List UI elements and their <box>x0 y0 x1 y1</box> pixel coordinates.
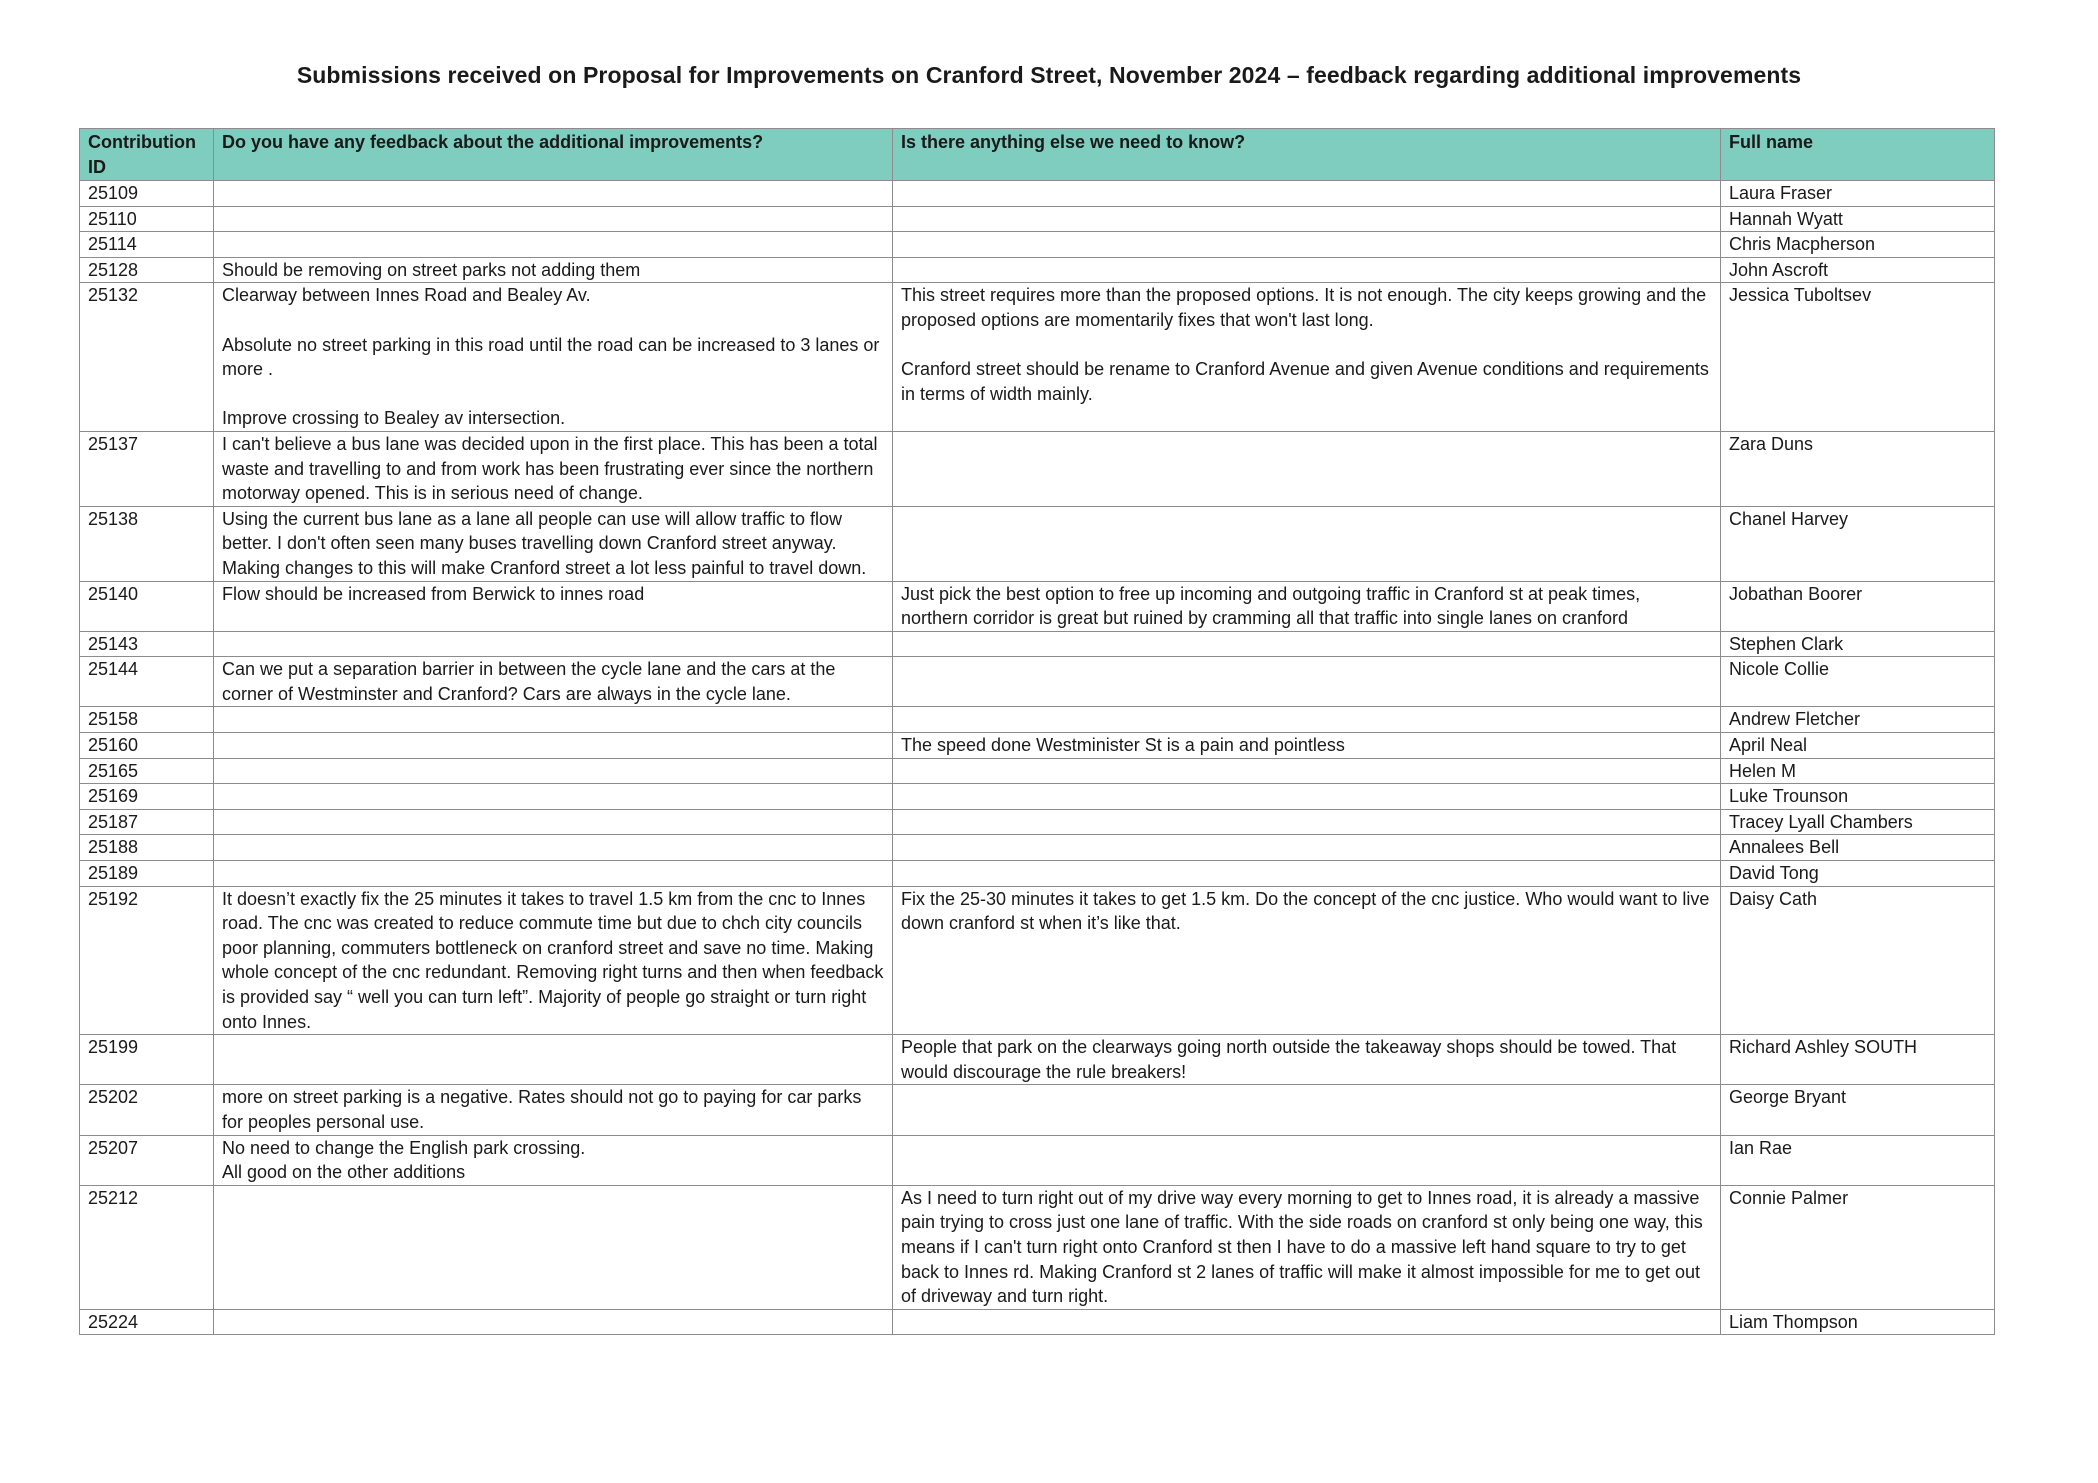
table-row <box>80 631 1995 657</box>
cell-full-name: George Bryant <box>1721 1085 1995 1135</box>
cell-contribution-id: 25188 <box>80 835 214 861</box>
cell-contribution-id: 25138 <box>80 506 214 581</box>
table-row <box>80 1185 1995 1309</box>
table-row <box>80 861 1995 887</box>
cell-feedback <box>214 1185 893 1309</box>
cell-contribution-id: 25128 <box>80 257 214 283</box>
column-header-anything-else: Is there anything else we need to know? <box>893 129 1721 181</box>
cell-contribution-id: 25187 <box>80 809 214 835</box>
cell-anything-else <box>893 206 1721 232</box>
cell-feedback: No need to change the English park crossing. All good on the other additions <box>214 1135 893 1185</box>
cell-full-name: Helen M <box>1721 758 1995 784</box>
cell-full-name: Jobathan Boorer <box>1721 581 1995 631</box>
table-row <box>80 784 1995 810</box>
cell-feedback: It doesn’t exactly fix the 25 minutes it takes to travel 1.5 km from the cnc to Innes road. The cnc was created to reduce commute time but due to chch city councils poor planning, commuters bottleneck on cranford street and save no time. Making whole concept of the cnc redundant. Removing right turns and then when feedback is provided say “ well you can turn left”. Majority of people go straight or turn right onto Innes. <box>214 886 893 1035</box>
table-row <box>80 581 1995 631</box>
cell-contribution-id: 25137 <box>80 431 214 506</box>
cell-feedback <box>214 1309 893 1335</box>
table-header-row <box>80 129 1995 181</box>
cell-anything-else <box>893 181 1721 207</box>
cell-feedback <box>214 631 893 657</box>
cell-feedback <box>214 733 893 759</box>
table-row <box>80 1135 1995 1185</box>
page-title: Submissions received on Proposal for Improvements on Cranford Street, November 2024 – feedback regarding additional improvements <box>296 62 1802 88</box>
cell-anything-else <box>893 1309 1721 1335</box>
submissions-table <box>79 128 1995 1335</box>
cell-anything-else <box>893 1085 1721 1135</box>
table-row <box>80 283 1995 432</box>
cell-full-name: April Neal <box>1721 733 1995 759</box>
table-row <box>80 206 1995 232</box>
table-row <box>80 886 1995 1035</box>
cell-anything-else <box>893 631 1721 657</box>
table-row <box>80 657 1995 707</box>
cell-feedback <box>214 206 893 232</box>
table-row <box>80 181 1995 207</box>
cell-contribution-id: 25192 <box>80 886 214 1035</box>
table-row <box>80 707 1995 733</box>
cell-full-name: Daisy Cath <box>1721 886 1995 1035</box>
cell-contribution-id: 25158 <box>80 707 214 733</box>
cell-anything-else <box>893 758 1721 784</box>
table-row <box>80 835 1995 861</box>
cell-feedback <box>214 232 893 258</box>
cell-full-name: Nicole Collie <box>1721 657 1995 707</box>
cell-feedback: Clearway between Innes Road and Bealey Av. Absolute no street parking in this road until the road can be increased to 3 lanes or more . Improve crossing to Bealey av intersection. <box>214 283 893 432</box>
cell-full-name: John Ascroft <box>1721 257 1995 283</box>
cell-anything-else: This street requires more than the proposed options. It is not enough. The city keeps growing and the proposed options are momentarily fixes that won't last long. Cranford street should be rename to Cranford Avenue and given Avenue conditions and requirements in terms of width mainly. <box>893 283 1721 432</box>
table-row <box>80 257 1995 283</box>
cell-full-name: Connie Palmer <box>1721 1185 1995 1309</box>
cell-anything-else: As I need to turn right out of my drive way every morning to get to Innes road, it is already a massive pain trying to cross just one lane of traffic. With the side roads on cranford st only being one way, this means if I can't turn right onto Cranford st then I have to do a massive left hand square to try to get back to Innes rd. Making Cranford st 2 lanes of traffic will make it almost impossible for me to get out of driveway and turn right. <box>893 1185 1721 1309</box>
cell-feedback: Should be removing on street parks not adding them <box>214 257 893 283</box>
cell-feedback <box>214 861 893 887</box>
cell-feedback: Using the current bus lane as a lane all people can use will allow traffic to flow better. I don't often seen many buses travelling down Cranford street anyway. Making changes to this will make Cranford street a lot less painful to travel down. <box>214 506 893 581</box>
cell-anything-else <box>893 1135 1721 1185</box>
cell-anything-else: The speed done Westminister St is a pain and pointless <box>893 733 1721 759</box>
cell-feedback <box>214 707 893 733</box>
cell-contribution-id: 25132 <box>80 283 214 432</box>
cell-contribution-id: 25109 <box>80 181 214 207</box>
cell-contribution-id: 25212 <box>80 1185 214 1309</box>
cell-anything-else <box>893 431 1721 506</box>
cell-full-name: Laura Fraser <box>1721 181 1995 207</box>
table-row <box>80 809 1995 835</box>
column-header-contribution-id: Contribution ID <box>80 129 214 181</box>
cell-feedback: I can't believe a bus lane was decided upon in the first place. This has been a total waste and travelling to and from work has been frustrating ever since the northern motorway opened. This is in serious need of change. <box>214 431 893 506</box>
cell-anything-else <box>893 707 1721 733</box>
table-row <box>80 506 1995 581</box>
table-row <box>80 431 1995 506</box>
cell-feedback: Flow should be increased from Berwick to innes road <box>214 581 893 631</box>
cell-feedback <box>214 784 893 810</box>
table-row <box>80 758 1995 784</box>
cell-full-name: Ian Rae <box>1721 1135 1995 1185</box>
cell-contribution-id: 25114 <box>80 232 214 258</box>
cell-contribution-id: 25224 <box>80 1309 214 1335</box>
cell-full-name: Zara Duns <box>1721 431 1995 506</box>
cell-contribution-id: 25207 <box>80 1135 214 1185</box>
cell-feedback <box>214 809 893 835</box>
cell-contribution-id: 25144 <box>80 657 214 707</box>
cell-anything-else <box>893 861 1721 887</box>
table-row <box>80 1309 1995 1335</box>
cell-full-name: Chris Macpherson <box>1721 232 1995 258</box>
cell-full-name: Jessica Tuboltsev <box>1721 283 1995 432</box>
table-row <box>80 733 1995 759</box>
table-row <box>80 1085 1995 1135</box>
cell-full-name: David Tong <box>1721 861 1995 887</box>
cell-feedback <box>214 758 893 784</box>
cell-anything-else <box>893 835 1721 861</box>
cell-anything-else <box>893 506 1721 581</box>
cell-anything-else: Just pick the best option to free up incoming and outgoing traffic in Cranford st at peak times, northern corridor is great but ruined by cramming all that traffic into single lanes on cranford <box>893 581 1721 631</box>
column-header-feedback: Do you have any feedback about the additional improvements? <box>214 129 893 181</box>
column-header-full-name: Full name <box>1721 129 1995 181</box>
cell-feedback: more on street parking is a negative. Rates should not go to paying for car parks for peoples personal use. <box>214 1085 893 1135</box>
cell-contribution-id: 25189 <box>80 861 214 887</box>
cell-full-name: Hannah Wyatt <box>1721 206 1995 232</box>
cell-full-name: Tracey Lyall Chambers <box>1721 809 1995 835</box>
cell-anything-else: People that park on the clearways going north outside the takeaway shops should be towed. That would discourage the rule breakers! <box>893 1035 1721 1085</box>
cell-anything-else <box>893 809 1721 835</box>
cell-full-name: Andrew Fletcher <box>1721 707 1995 733</box>
cell-contribution-id: 25169 <box>80 784 214 810</box>
cell-feedback: Can we put a separation barrier in between the cycle lane and the cars at the corner of Westminster and Cranford? Cars are always in the cycle lane. <box>214 657 893 707</box>
cell-feedback <box>214 181 893 207</box>
table-body <box>80 181 1995 1335</box>
cell-anything-else <box>893 657 1721 707</box>
cell-full-name: Richard Ashley SOUTH <box>1721 1035 1995 1085</box>
cell-anything-else <box>893 784 1721 810</box>
cell-contribution-id: 25140 <box>80 581 214 631</box>
cell-contribution-id: 25110 <box>80 206 214 232</box>
cell-anything-else <box>893 232 1721 258</box>
cell-contribution-id: 25143 <box>80 631 214 657</box>
cell-feedback <box>214 835 893 861</box>
cell-anything-else <box>893 257 1721 283</box>
cell-contribution-id: 25160 <box>80 733 214 759</box>
cell-feedback <box>214 1035 893 1085</box>
table-row <box>80 232 1995 258</box>
cell-anything-else: Fix the 25-30 minutes it takes to get 1.5 km. Do the concept of the cnc justice. Who would want to live down cranford st when it’s like that. <box>893 886 1721 1035</box>
cell-contribution-id: 25165 <box>80 758 214 784</box>
cell-full-name: Chanel Harvey <box>1721 506 1995 581</box>
cell-full-name: Annalees Bell <box>1721 835 1995 861</box>
cell-contribution-id: 25199 <box>80 1035 214 1085</box>
cell-full-name: Liam Thompson <box>1721 1309 1995 1335</box>
cell-full-name: Stephen Clark <box>1721 631 1995 657</box>
cell-contribution-id: 25202 <box>80 1085 214 1135</box>
table-row <box>80 1035 1995 1085</box>
cell-full-name: Luke Trounson <box>1721 784 1995 810</box>
